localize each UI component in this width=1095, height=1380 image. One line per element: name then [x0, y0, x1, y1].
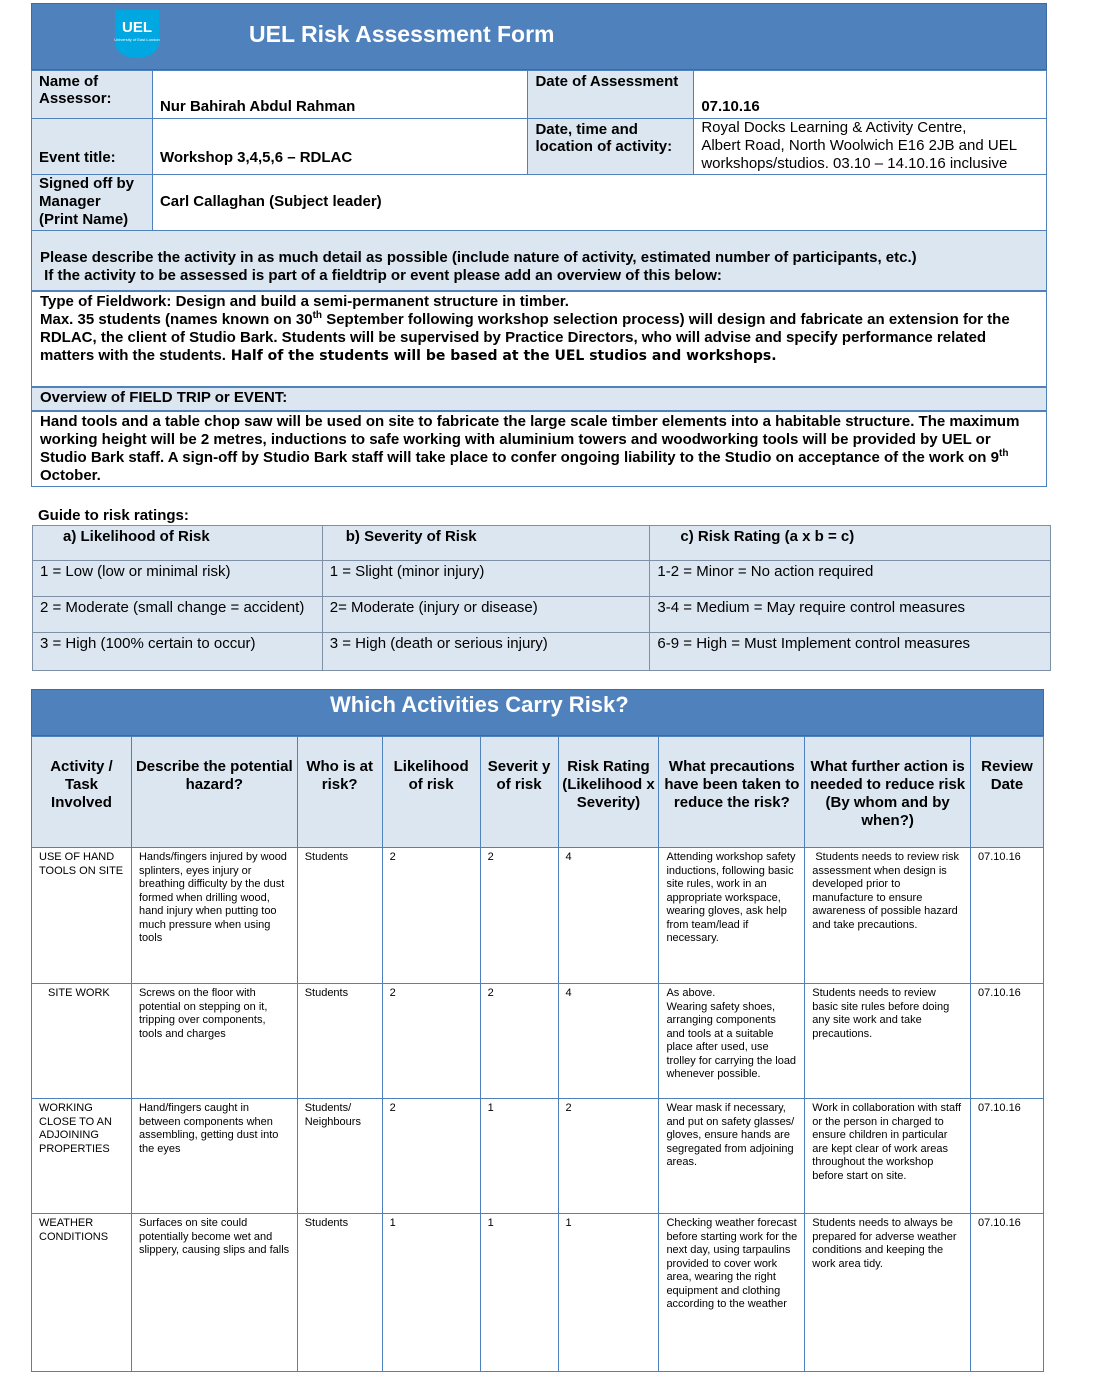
col-hazard: Describe the potential hazard? — [131, 737, 297, 848]
activities-table — [31, 736, 1044, 1372]
event-value: Workshop 3,4,5,6 – RDLAC — [152, 119, 528, 175]
uel-logo — [109, 8, 165, 60]
activity-row — [32, 1214, 1044, 1372]
event-label: Event title: — [32, 119, 153, 175]
guide-header-severity: b) Severity of Risk — [322, 526, 650, 561]
guide-title: Guide to risk ratings: — [38, 507, 189, 524]
overview-end: October. — [40, 467, 101, 484]
datetime-value: Royal Docks Learning & Activity Centre, Albert Road, North Woolwich E16 2JB and UEL workshops/studios. 03.10 – 14.10.16 inclusive — [694, 119, 1047, 175]
activity-description — [31, 291, 1047, 387]
guide-cell: 2= Moderate (injury or disease) — [322, 597, 650, 633]
logo-subtext: University of East London — [114, 37, 160, 42]
precautions-cell: Attending workshop safety inductions, following basic site rules, work in an appropriate workspace, wearing gloves, ask help from team/lead if necessary. — [659, 848, 805, 984]
guide-row — [33, 561, 1051, 597]
assessor-value: Nur Bahirah Abdul Rahman — [152, 71, 528, 119]
guide-cell: 3 = High (death or serious injury) — [322, 633, 650, 671]
activity-cell: SITE WORK — [32, 984, 132, 1099]
likelihood-cell: 2 — [382, 848, 480, 984]
details-tail: Half of the students will be based at the UEL studios and workshops. — [225, 348, 777, 364]
details-start: Max. 35 students (names known on 30 — [40, 311, 313, 328]
details-sup: th — [312, 310, 323, 321]
guide-row — [33, 597, 1051, 633]
activity-row — [32, 1099, 1044, 1214]
who-cell: Students — [297, 848, 382, 984]
fieldwork-details — [40, 311, 1038, 365]
likelihood-cell: 2 — [382, 984, 480, 1099]
date-label: Date of Assessment — [528, 71, 694, 119]
further-action-cell: Work in collaboration with staff or the person in charged to ensure children in particular are kept clear of work areas throughout the workshop before start on site. — [805, 1099, 971, 1214]
hazard-cell: Hands/fingers injured by wood splinters, eyes injury or breathing difficulty by the dust formed when drilling wood, hand injury when putting too much pressure when using tools — [131, 848, 297, 984]
further-action-cell: Students needs to review risk assessment when design is developed prior to manufacture to ensure awareness of possible hazard and take precautions. — [805, 848, 971, 984]
assessment-info-table — [31, 70, 1047, 231]
logo-text: UEL — [122, 19, 152, 36]
date-value: 07.10.16 — [694, 71, 1047, 119]
precautions-cell: Wear mask if necessary, and put on safety glasses/ gloves, ensure hands are segregated from adjoining areas. — [659, 1099, 805, 1214]
guide-cell: 1 = Low (low or minimal risk) — [33, 561, 323, 597]
who-cell: Students/ Neighbours — [297, 1099, 382, 1214]
manager-label: Signed off by Manager (Print Name) — [32, 175, 153, 231]
review-date-cell: 07.10.16 — [970, 984, 1043, 1099]
col-review-date: Review Date — [970, 737, 1043, 848]
overview-sup: th — [998, 448, 1009, 459]
precautions-cell: As above. Wearing safety shoes, arranging components and tools at a suitable place after used, use trolley for carrying the load whenever possible. — [659, 984, 805, 1099]
hazard-cell: Screws on the floor with potential on stepping on it, tripping over components, tools and charges — [131, 984, 297, 1099]
further-action-cell: Students needs to always be prepared for adverse weather conditions and keeping the work area tidy. — [805, 1214, 971, 1372]
guide-cell: 1 = Slight (minor injury) — [322, 561, 650, 597]
overview-body: Hand tools and a table chop saw will be used on site to fabricate the large scale timber elements into a habitable structure. The maximum working height will be 2 metres, inductions to safe working with aluminium towers and woodworking tools will be provided by UEL or Studio Bark staff. A sign-off by Studio Bark staff will take place to confer ongoing liability to the Studio on acceptance of the work on 9 — [40, 413, 1020, 466]
activities-title: Which Activities Carry Risk? — [330, 692, 629, 717]
guide-header-row — [33, 526, 1051, 561]
rating-cell: 4 — [558, 984, 659, 1099]
overview-label: Overview of FIELD TRIP or EVENT: — [31, 387, 1047, 411]
activity-cell: WORKING CLOSE TO AN ADJOINING PROPERTIES — [32, 1099, 132, 1214]
info-row-event — [32, 119, 1047, 175]
describe-prompt-line2: If the activity to be assessed is part of a fieldtrip or event please add an overview of this below: — [40, 267, 722, 284]
guide-cell: 3-4 = Medium = May require control measures — [650, 597, 1051, 633]
col-who: Who is at risk? — [297, 737, 382, 848]
describe-prompt-line1: Please describe the activity in as much detail as possible (include nature of activity, estimated number of participants, etc.) — [40, 249, 917, 266]
guide-cell: 3 = High (100% certain to occur) — [33, 633, 323, 671]
review-date-cell: 07.10.16 — [970, 1214, 1043, 1372]
info-row-manager — [32, 175, 1047, 231]
activity-cell: WEATHER CONDITIONS — [32, 1214, 132, 1372]
col-rating: Risk Rating (Likelihood x Severity) — [558, 737, 659, 848]
review-date-cell: 07.10.16 — [970, 1099, 1043, 1214]
activity-row — [32, 984, 1044, 1099]
assessor-label: Name of Assessor: — [32, 71, 153, 119]
col-severity: Severit y of risk — [480, 737, 558, 848]
further-action-cell: Students needs to review basic site rules before doing any site work and take precautions. — [805, 984, 971, 1099]
info-row-assessor — [32, 71, 1047, 119]
col-precautions: What precautions have been taken to reduce the risk? — [659, 737, 805, 848]
rating-cell: 2 — [558, 1099, 659, 1214]
guide-header-rating: c) Risk Rating (a x b = c) — [650, 526, 1051, 561]
activity-cell: USE OF HAND TOOLS ON SITE — [32, 848, 132, 984]
likelihood-cell: 1 — [382, 1214, 480, 1372]
overview-text — [31, 411, 1047, 487]
col-likelihood: Likelihood of risk — [382, 737, 480, 848]
guide-cell: 6-9 = High = Must Implement control measures — [650, 633, 1051, 671]
details-middle: September following workshop selection process) will design and fabricate an extension for the RDLAC, the client of Studio Bark. Students will be supervised by Practice Directors, who will advise and specify performance related matters with the students. — [40, 311, 1010, 364]
guide-cell: 2 = Moderate (small change = accident) — [33, 597, 323, 633]
guide-row — [33, 633, 1051, 671]
page-title: UEL Risk Assessment Form — [249, 21, 555, 47]
who-cell: Students — [297, 1214, 382, 1372]
guide-header-likelihood: a) Likelihood of Risk — [33, 526, 323, 561]
activity-row — [32, 848, 1044, 984]
severity-cell: 2 — [480, 848, 558, 984]
rating-cell: 1 — [558, 1214, 659, 1372]
severity-cell: 2 — [480, 984, 558, 1099]
datetime-label: Date, time and location of activity: — [528, 119, 694, 175]
rating-cell: 4 — [558, 848, 659, 984]
risk-guide-table — [32, 525, 1051, 671]
describe-prompt — [31, 230, 1047, 291]
activities-header-row — [32, 737, 1044, 848]
hazard-cell: Surfaces on site could potentially become wet and slippery, causing slips and falls — [131, 1214, 297, 1372]
fieldwork-type: Type of Fieldwork: Design and build a semi-permanent structure in timber. — [40, 293, 569, 310]
precautions-cell: Checking weather forecast before starting work for the next day, using tarpaulins provided to cover work area, wearing the right equipment and clothing according to the weather — [659, 1214, 805, 1372]
review-date-cell: 07.10.16 — [970, 848, 1043, 984]
hazard-cell: Hand/fingers caught in between components when assembling, getting dust into the eyes — [131, 1099, 297, 1214]
severity-cell: 1 — [480, 1214, 558, 1372]
manager-value: Carl Callaghan (Subject leader) — [152, 175, 1046, 231]
severity-cell: 1 — [480, 1099, 558, 1214]
guide-cell: 1-2 = Minor = No action required — [650, 561, 1051, 597]
who-cell: Students — [297, 984, 382, 1099]
col-activity: Activity / Task Involved — [32, 737, 132, 848]
likelihood-cell: 2 — [382, 1099, 480, 1214]
col-further-action: What further action is needed to reduce risk (By whom and by when?) — [805, 737, 971, 848]
